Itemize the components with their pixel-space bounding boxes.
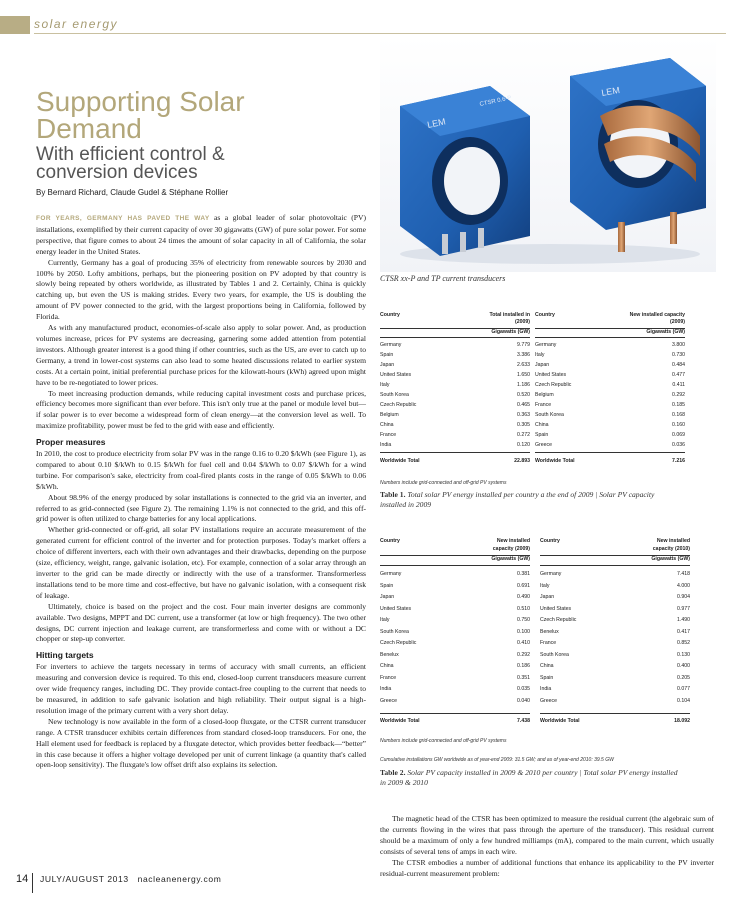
country-cell: China	[535, 422, 549, 428]
table-row	[540, 675, 690, 683]
table-row	[380, 640, 530, 648]
value-cell: 0.410	[517, 640, 530, 646]
table-row	[380, 382, 530, 390]
page-footer	[0, 868, 738, 900]
value-cell: 3.800	[672, 342, 685, 348]
value-cell: 0.510	[517, 605, 530, 612]
country-cell: France	[540, 640, 557, 646]
value-cell: 0.852	[677, 640, 690, 646]
table-1-caption-label: Table 1.	[380, 490, 406, 499]
country-cell: United States	[380, 605, 412, 612]
page-number: 14	[16, 873, 29, 885]
table-row	[380, 342, 530, 350]
table-row	[540, 663, 690, 671]
value-cell: 0.363	[517, 412, 530, 418]
table-row	[535, 342, 685, 350]
footer-divider	[32, 873, 33, 893]
table-row	[380, 432, 530, 440]
table-row	[380, 698, 530, 706]
value-cell: 1.186	[517, 382, 530, 388]
table-row	[540, 652, 690, 660]
value-cell: 9.779	[517, 342, 530, 348]
product-photo	[380, 36, 716, 272]
country-cell: Czech Republic	[380, 402, 417, 408]
value-cell: 0.351	[517, 674, 530, 681]
table-row	[380, 617, 530, 625]
table-row	[535, 412, 685, 420]
country-cell: Czech Republic	[380, 640, 417, 646]
value-cell: 0.186	[517, 663, 530, 669]
value-cell: 1.650	[517, 372, 530, 378]
country-cell: France	[380, 674, 397, 681]
value-cell: 0.185	[672, 402, 685, 408]
country-cell: United States	[535, 372, 567, 378]
unit-label: Gigawatts (GW)	[491, 329, 530, 335]
table-1-caption	[380, 490, 680, 510]
value-cell: 3.386	[517, 352, 530, 358]
country-cell: South Korea	[535, 412, 564, 418]
table-row	[535, 382, 685, 390]
country-cell: China	[540, 663, 554, 669]
table-row	[540, 583, 690, 591]
table-row	[380, 392, 530, 400]
country-cell: India	[540, 686, 552, 692]
table-1	[380, 312, 712, 497]
title-line-1: Supporting Solar	[36, 86, 245, 117]
value-cell: 0.465	[517, 402, 530, 408]
country-cell: Spain	[380, 582, 394, 589]
value-cell: 0.040	[517, 697, 530, 704]
table-row	[540, 594, 690, 602]
value-cell: 0.691	[517, 582, 530, 589]
country-cell: Japan	[380, 362, 395, 368]
paragraph-10: New technology is now available in the form of a closed-loop fluxgate, or the CTSR current transducer range. A CTSR transducer exhibits certain differences from standard closed-loop transducers. For one, the Hall element used for feedback is replaced by a fluxgate detector, which provides better feedback—“better” in this case because it offers a higher voltage developed per unit of current linkage (a quantity that's called open-loop sensitivity). The fluxgate's low offset drift also explains its selection.	[36, 716, 366, 770]
country-cell: China	[380, 663, 394, 669]
total-value: 7.216	[672, 458, 685, 464]
column-header-new: New installed capacity	[629, 312, 685, 318]
table-row	[540, 698, 690, 706]
device-brand-label-2: LEM	[600, 84, 621, 98]
table-row	[535, 402, 685, 410]
subtitle-line-2: conversion devices	[36, 162, 198, 183]
table-row	[540, 686, 690, 694]
byline: By Bernard Richard, Claude Gudel & Stéphane Rollier	[36, 188, 229, 197]
header-rule	[34, 33, 726, 34]
table-row	[380, 583, 530, 591]
table-2-left	[380, 538, 530, 728]
country-cell: India	[380, 442, 392, 448]
country-cell: Japan	[380, 594, 395, 600]
column-header-year: capacity (2010)	[652, 546, 690, 552]
paragraph-5: In 2010, the cost to produce electricity from solar PV was in the range 0.16 to 0.20 $/kWh (see Figure 1), as compared to about 0.10 $/kWh to 0.15 $/kWh for fuel cell and 0.04 $/kWh to 0.07 $/kWh for a wind turbine. For comparison's sake, electricity from coal-fired plants costs in the range of 0.05 $/kWh to 0.06 $/kWh.	[36, 449, 366, 491]
value-cell: 0.205	[677, 674, 690, 681]
heading-hitting-targets: Hitting targets	[36, 650, 94, 661]
country-cell: Belgium	[380, 412, 399, 418]
value-cell: 0.104	[677, 697, 690, 704]
value-cell: 0.417	[677, 628, 690, 635]
table-row	[540, 606, 690, 614]
paragraph-7: Whether grid-connected or off-grid, all solar PV installations require an accurate measurement of the generated current for efficient control of the inverter and for protection purposes. Today's market offers a choice of different inverters, each with their own advantages and their drawbacks, depending on the purpose (size, efficiency, weight, range, galvanic isolation, etc). For example, connection of a solar array through an inverter to the grid can be made directly or indirectly with the use of a transformer. Transformerless installations tend to be more time and cost-effective, but have no galvanic isolation, with a consequent risk of leakage.	[36, 525, 366, 600]
photo-caption: CTSR xx-P and TP current transducers	[380, 274, 506, 283]
table-1-note: Numbers include grid-connected and off-grid PV systems	[380, 480, 507, 486]
country-cell: China	[380, 422, 394, 428]
value-cell: 2.633	[517, 362, 530, 368]
device-model-label: CTSR 0.6-P	[479, 95, 513, 108]
country-cell: France	[380, 432, 397, 438]
country-cell: Benelux	[380, 651, 399, 658]
column-header-year: (2009)	[515, 319, 530, 325]
subtitle-line-1: With efficient control &	[36, 144, 225, 165]
table-row	[380, 629, 530, 637]
table-1-right	[535, 312, 685, 472]
total-value: 22.893	[514, 458, 530, 464]
value-cell: 0.292	[672, 392, 685, 398]
country-cell: Belgium	[535, 392, 554, 398]
paragraph-2: Currently, Germany has a goal of producing 35% of electricity from renewable sources by 2030 and 100% by 2050. Lofty ambitions, perhaps, but the pioneering position on PV adopted by that country is slowly being repeated by others worldwide, as illustrated by Tables 1 and 2. Certainly, China is quickly catching up, but even the US is making strides. Every two years, for example, the US is doubling the amount of PV power connected to the grid, with the largest proportions being in California, followed by Florida.	[36, 257, 366, 322]
paragraph-8: Ultimately, choice is based on the project and the cost. Four main inverter designs are commonly available. Two designs, MPPT and DC current, use a transformer (at low or high frequency). The two other designs, DC current injection and leakage current, are transformerless and come with or without a DC chopper or step-up converter.	[36, 601, 366, 644]
value-cell: 0.477	[672, 372, 685, 378]
section-category: solar energy	[34, 17, 119, 31]
unit-label: Gigawatts (GW)	[651, 556, 690, 562]
column-header-country: Country	[380, 312, 400, 318]
value-cell: 7.418	[677, 571, 690, 577]
country-cell: Germany	[380, 571, 402, 577]
country-cell: Germany	[540, 571, 562, 577]
left-column	[36, 213, 366, 771]
table-row	[380, 422, 530, 430]
table-row	[535, 422, 685, 430]
section-header	[0, 0, 738, 34]
unit-label: Gigawatts (GW)	[646, 329, 685, 335]
paragraph-1-text: as a global leader of solar photovoltaic (PV) installations, exemplified by their current capacity of over 30 gigawatts (GW) of pure solar power. For some perspective, that figure comes to about 24 times the amount of solar capacity in all of California, the solar energy leader in the United States.	[36, 213, 366, 256]
country-cell: Japan	[535, 362, 550, 368]
country-cell: Greece	[540, 697, 558, 704]
value-cell: 0.750	[517, 617, 530, 623]
value-cell: 0.904	[677, 594, 690, 600]
section-marker	[0, 16, 30, 34]
title-line-2: Demand	[36, 113, 142, 144]
country-cell: Italy	[380, 617, 390, 623]
value-cell: 0.100	[517, 628, 530, 635]
value-cell: 0.168	[672, 412, 685, 418]
current-transducer-illustration	[380, 36, 716, 272]
country-cell: United States	[540, 605, 572, 612]
table-2-right	[540, 538, 690, 728]
table-row	[540, 629, 690, 637]
table-2-caption-text: Solar PV capacity installed in 2009 & 2010 per country | Total solar PV energy installed in 2009 & 2010	[380, 768, 678, 787]
value-cell: 0.077	[677, 686, 690, 692]
table-row	[380, 675, 530, 683]
table-2-note-cumulative: Cumulative installations GW worldwide as of year-end 2009: 31.5 GW; and as of year-end 2010: 39.5 GW	[380, 757, 614, 763]
value-cell: 0.069	[672, 432, 685, 438]
country-cell: Czech Republic	[535, 382, 572, 388]
paragraph-11: The magnetic head of the CTSR has been optimized to measure the residual current (the algebraic sum of the currents flowing in the wires that pass through the aperture of the transducer). This residual current should be a maximum of only a few hundred milliamps (mA), compared to the main current, which usually consists of several tens of amps in each wire.	[380, 814, 714, 856]
country-cell: Italy	[535, 352, 545, 358]
country-cell: Spain	[540, 674, 554, 681]
table-1-caption-text: Total solar PV energy installed per country a the end of 2009 | Solar PV capacity installed in 2009	[380, 490, 655, 509]
table-row	[380, 352, 530, 360]
country-cell: South Korea	[380, 628, 409, 635]
table-row	[535, 362, 685, 370]
table-2-caption-label: Table 2.	[380, 768, 406, 777]
country-cell: Benelux	[540, 628, 559, 635]
paragraph-9: For inverters to achieve the targets necessary in terms of accuracy with small currents, an efficient measuring and conversion device is required. To this end, closed-loop current transducers measure current over wide frequency ranges, including DC. They provide contact-free coupling to the current that needs to be measured, in addition to safe galvanic isolation and high reliability. Their output signal is a high-resolution image of the primary current with a very short delay.	[36, 662, 366, 715]
heading-proper-measures: Proper measures	[36, 437, 106, 448]
country-cell: France	[535, 402, 552, 408]
country-cell: Spain	[535, 432, 549, 438]
value-cell: 0.272	[517, 432, 530, 438]
table-2	[380, 538, 712, 763]
country-cell: Italy	[540, 582, 550, 589]
table-2-note: Numbers include grid-connected and off-grid PV systems	[380, 738, 507, 744]
paragraph-12: The CTSR embodies a number of additional functions that enhance its applicability to the PV inverter residual-current measurement problem:	[380, 857, 714, 878]
table-row	[380, 362, 530, 370]
column-header-new: New installed	[496, 538, 530, 544]
table-2-caption	[380, 768, 680, 788]
total-label: Worldwide Total	[380, 718, 420, 724]
value-cell: 0.160	[672, 422, 685, 428]
table-1-left	[380, 312, 530, 472]
table-row	[380, 606, 530, 614]
table-row	[380, 594, 530, 602]
column-header-year: (2009)	[670, 319, 685, 325]
value-cell: 0.520	[517, 392, 530, 398]
table-row	[380, 686, 530, 694]
value-cell: 0.490	[517, 594, 530, 600]
table-row	[535, 392, 685, 400]
value-cell: 0.305	[517, 422, 530, 428]
country-cell: Germany	[535, 342, 557, 348]
value-cell: 0.381	[517, 571, 530, 577]
column-header-country: Country	[380, 538, 400, 544]
total-label: Worldwide Total	[540, 718, 580, 724]
country-cell: Spain	[380, 352, 394, 358]
country-cell: India	[380, 686, 392, 692]
country-cell: South Korea	[540, 651, 569, 658]
total-value: 7.438	[517, 718, 530, 724]
country-cell: Greece	[380, 697, 398, 704]
table-row	[535, 432, 685, 440]
device-brand-label: LEM	[426, 116, 447, 130]
table-row	[535, 372, 685, 380]
value-cell: 0.292	[517, 651, 530, 658]
column-header-country: Country	[535, 312, 555, 318]
column-header-total: Total installed in	[489, 312, 530, 318]
value-cell: 0.977	[677, 605, 690, 612]
issue-date: JULY/AUGUST 2013	[40, 874, 129, 884]
article-title	[36, 88, 356, 142]
value-cell: 0.730	[672, 352, 685, 358]
value-cell: 0.120	[517, 442, 530, 448]
paragraph-4: To meet increasing production demands, while reducing capital investment costs and purchase prices, efficiency becomes more significant than ever before. This isn't only true at the panel or module level but—if solar power is to ever become a widespread form of clean energy—at the conversion level as well. To maximize profitability, power must be fed to the grid with ease and efficiently.	[36, 388, 366, 431]
total-label: Worldwide Total	[535, 458, 575, 464]
paragraph-1	[36, 213, 366, 258]
value-cell: 0.400	[677, 663, 690, 669]
unit-label: Gigawatts (GW)	[491, 556, 530, 562]
table-row	[535, 352, 685, 360]
article-subtitle	[36, 146, 356, 182]
value-cell: 1.490	[677, 617, 690, 623]
site-url[interactable]: nacleanenergy.com	[137, 874, 222, 884]
paragraph-3: As with any manufactured product, economies-of-scale also apply to solar power. And, as production volumes increase, prices for PV systems are decreasing, garnering some added attention from potential investors. Although greater interest is a good thing if other countries, such as the US, are ever to catch up to Germany, a trend in lower-cost systems can also lead to some heated discussions related to earlier system costs. At a certain point, initial preferential purchase prices for the kilowatt-hours (kWh) agreed upon might have to be re-negotiated to lower prices.	[36, 323, 366, 387]
table-row	[380, 402, 530, 410]
total-label: Worldwide Total	[380, 458, 420, 464]
table-row	[380, 372, 530, 380]
country-cell: Italy	[380, 382, 390, 388]
value-cell: 0.035	[517, 686, 530, 692]
table-row	[540, 571, 690, 579]
total-value: 18.092	[674, 718, 690, 724]
column-header-country: Country	[540, 538, 560, 544]
country-cell: Czech Republic	[540, 617, 577, 623]
value-cell: 0.130	[677, 651, 690, 658]
value-cell: 4.000	[677, 582, 690, 589]
paragraph-6: About 98.9% of the energy produced by solar installations is connected to the grid via an inverter, and referred to as grid-connected (see Figure 2). The remaining 1.1% is not connected to the grid, and this off-grid power is often utilized to charge batteries for any local applications.	[36, 492, 366, 524]
value-cell: 0.411	[672, 382, 685, 388]
country-cell: Germany	[380, 342, 402, 348]
table-row	[380, 442, 530, 450]
country-cell: South Korea	[380, 392, 409, 398]
table-row	[380, 663, 530, 671]
column-header-year: capacity (2009)	[492, 546, 530, 552]
country-cell: United States	[380, 372, 412, 378]
issue-and-site	[40, 874, 221, 884]
table-row	[540, 617, 690, 625]
table-row	[380, 571, 530, 579]
table-row	[540, 640, 690, 648]
country-cell: Greece	[535, 442, 553, 448]
table-row	[380, 652, 530, 660]
country-cell: Japan	[540, 594, 555, 600]
value-cell: 0.484	[672, 362, 685, 368]
table-row	[535, 442, 685, 450]
value-cell: 0.036	[672, 442, 685, 448]
column-header-new: New installed	[656, 538, 690, 544]
lead-in: FOR YEARS, GERMANY HAS PAVED THE WAY	[36, 215, 210, 222]
table-row	[380, 412, 530, 420]
